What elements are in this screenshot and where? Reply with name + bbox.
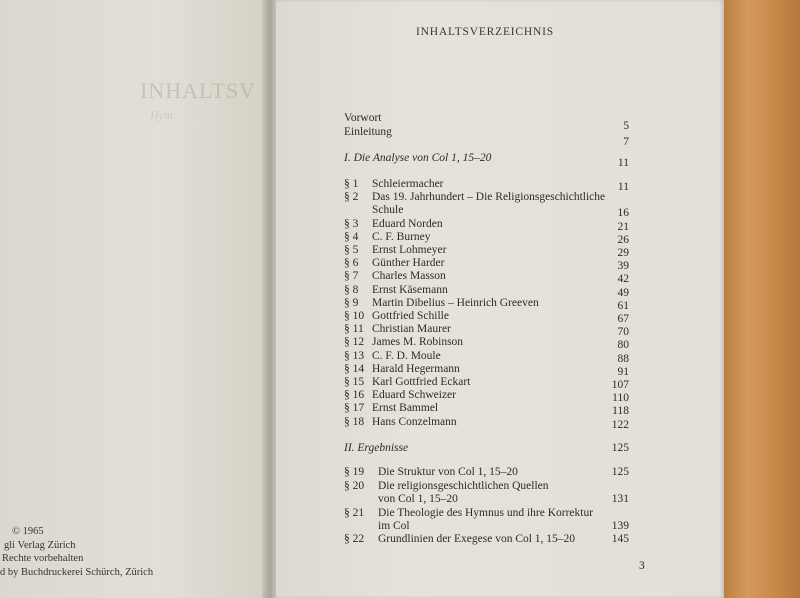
toc-entry-label-cont: im Col [378, 520, 410, 532]
toc-entry-label: Hans Conzelmann [372, 415, 457, 428]
toc-entry-label: Charles Masson [372, 270, 446, 283]
toc-section-number: § 21 [344, 507, 365, 519]
toc-entry-label: Eduard Norden [372, 217, 443, 230]
toc-entry-page: 11 [617, 181, 629, 193]
toc-entry-page: 80 [617, 339, 629, 352]
toc-entry-label: Ernst Lohmeyer [372, 244, 447, 256]
page-number: 3 [639, 560, 645, 572]
toc-entry-page: 7 [623, 136, 629, 148]
section-heading: II. Ergebnisse [344, 442, 409, 454]
toc-entry-label: Christian Maurer [372, 323, 451, 336]
toc-entry-page: 139 [611, 520, 629, 532]
toc-section-number: § 19 [344, 466, 365, 478]
toc-entry-page: 21 [617, 220, 629, 233]
toc-section-number: § 13 [344, 349, 365, 362]
toc-entry-label: Ernst Käsemann [372, 283, 448, 296]
imprint-line: Rechte vorbehalten [2, 553, 84, 564]
toc-entry-page: 145 [611, 533, 629, 545]
toc-section-number: § 17 [344, 402, 365, 415]
toc-entry-label-cont: Schule [372, 204, 404, 217]
toc-section-number: § 18 [344, 415, 365, 428]
toc-entry-page: 107 [611, 379, 629, 391]
toc-entry-label: Grundlinien der Exegese von Col 1, 15–20 [378, 533, 576, 545]
toc-entry-label: Die religionsgeschichtlichen Quellen [378, 480, 549, 492]
toc-entry-page: 88 [617, 352, 629, 365]
toc-entry-page: 29 [617, 247, 629, 259]
toc-entry-label: Die Struktur von Col 1, 15–20 [378, 466, 518, 478]
imprint-line: gli Verlag Zürich [4, 539, 76, 551]
toc-entry-page: 70 [617, 326, 629, 339]
page-title: INHALTSVERZEICHNIS [416, 26, 554, 38]
toc-section-number: § 9 [344, 296, 359, 309]
ghost-subtitle: Hym [150, 108, 173, 122]
toc-entry-page: 91 [617, 365, 629, 378]
toc-entry-page: 131 [611, 493, 629, 505]
imprint-line: © 1965 [12, 526, 44, 537]
toc-entry-page: 61 [617, 299, 629, 312]
toc-section-number: § 7 [344, 270, 359, 283]
toc-section-number: § 5 [344, 244, 359, 256]
toc-entry-label-cont: von Col 1, 15–20 [378, 493, 458, 505]
toc-section-number: § 12 [344, 336, 365, 349]
toc-entry-page: 49 [617, 286, 629, 299]
toc-entry-label: Harald Hegermann [372, 362, 460, 375]
toc-section-number: § 8 [344, 283, 359, 296]
toc-entry-page: 42 [617, 273, 629, 286]
toc-entry-label: James M. Robinson [372, 336, 464, 349]
toc-entry-label: Martin Dibelius – Heinrich Greeven [372, 296, 539, 309]
toc-section-number: § 11 [344, 323, 364, 336]
toc-section-number: § 20 [344, 480, 365, 492]
toc-section-number: § 16 [344, 389, 365, 402]
section-heading-page: 11 [617, 157, 629, 169]
toc-entry-label: Ernst Bammel [372, 402, 439, 415]
toc-section-number: § 6 [344, 257, 359, 270]
toc-section-number: § 4 [344, 230, 359, 243]
toc-entry-page: 39 [617, 260, 629, 273]
toc-entry-label: Schleiermacher [372, 178, 444, 190]
toc-entry-label: C. F. Burney [372, 230, 431, 243]
toc-section-number: § 2 [344, 191, 359, 204]
toc-entry-label: Gottfried Schille [372, 310, 449, 322]
toc-entry-page: 122 [611, 418, 629, 431]
toc-entry-page: 26 [617, 233, 629, 246]
toc-entry-label: Günther Harder [372, 257, 445, 270]
section-heading-page: 125 [611, 442, 629, 454]
toc-entry-page: 5 [623, 120, 629, 132]
toc-entry-page: 110 [612, 392, 629, 405]
toc-section-number: § 22 [344, 533, 365, 545]
toc-entry-page: 118 [612, 405, 629, 418]
toc-entry-label: Das 19. Jahrhundert – Die Religionsgeschichtliche [372, 191, 606, 204]
toc-entry-page: 125 [611, 466, 629, 478]
toc-entry-label: Einleitung [344, 126, 392, 138]
toc-entry-page: 16 [617, 207, 629, 220]
imprint-line: d by Buchdruckerei Schürch, Zürich [0, 566, 154, 578]
toc-entry-label: Die Theologie des Hymnus und ihre Korrektur [378, 507, 594, 519]
toc-entry-label: Eduard Schweizer [372, 389, 456, 402]
section-heading: I. Die Analyse von Col 1, 15–20 [344, 152, 492, 164]
toc-section-number: § 10 [344, 310, 365, 322]
toc-section-number: § 15 [344, 376, 365, 388]
toc-section-number: § 1 [344, 178, 359, 190]
ghost-title: INHALTSV [140, 78, 256, 103]
toc-section-number: § 3 [344, 217, 359, 230]
toc-entry-label: Karl Gottfried Eckart [372, 376, 471, 388]
toc-entry-page: 67 [617, 313, 629, 325]
toc-entry-label: C. F. D. Moule [372, 349, 441, 362]
toc-entry-label: Vorwort [344, 112, 382, 124]
toc-section-number: § 14 [344, 362, 365, 375]
